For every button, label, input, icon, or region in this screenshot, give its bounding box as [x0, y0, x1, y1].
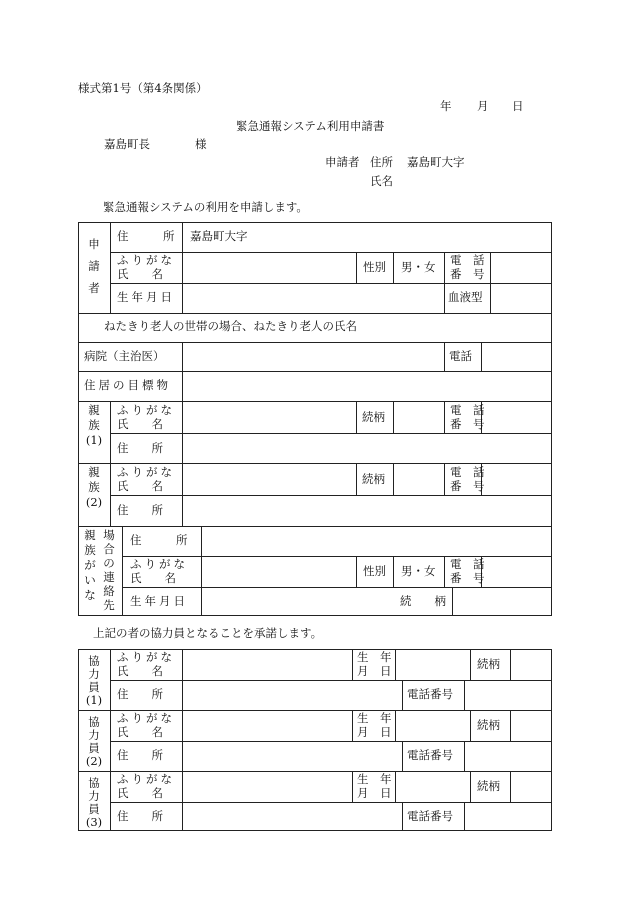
- relative2-name-label: 氏 名: [117, 479, 163, 493]
- relative2-relation-label: 続柄: [362, 472, 385, 486]
- cooperator1-address-label: 住 所: [117, 687, 163, 701]
- relative1-furigana-label: ふりがな: [117, 403, 175, 417]
- date-year-label: 年: [440, 99, 452, 113]
- no-relative-relation-label: 続 柄: [400, 594, 446, 608]
- no-relative-side-c2-6: 先: [103, 598, 115, 612]
- cooperator3-side-3: 員: [88, 802, 100, 816]
- applicant-name-label: 氏 名: [117, 267, 163, 281]
- no-relative-side-c1-4: い: [84, 573, 96, 587]
- relative2-side-1: 親: [88, 465, 100, 479]
- relative1-address-label: 住 所: [117, 441, 163, 455]
- applicant-gender-label: 性別: [363, 260, 386, 274]
- elderly-note: ねたきり老人の世帯の場合、ねたきり老人の氏名: [104, 319, 357, 333]
- applicant-dob-label: 生年月日: [117, 290, 175, 304]
- relative2-phone-label-2: 番 号: [450, 479, 485, 493]
- applicant-side-2: 請: [88, 259, 100, 273]
- cooperator2-dob-label-1: 生 年: [357, 711, 392, 725]
- document-title: 緊急通報システム利用申請書: [236, 119, 385, 133]
- no-relative-dob-label: 生年月日: [130, 594, 188, 608]
- date-month-label: 月: [477, 99, 489, 113]
- applicant-side-3: 者: [88, 281, 100, 295]
- no-relative-phone-label-1: 電 話: [450, 557, 485, 571]
- cooperator1-furigana-label: ふりがな: [117, 650, 175, 664]
- cooperator1-dob-label-2: 月 日: [357, 664, 392, 678]
- form-number: 様式第1号（第4条関係）: [78, 81, 208, 95]
- intro-text: 緊急通報システムの利用を申請します。: [103, 200, 308, 214]
- cooperator3-side-2: 力: [88, 789, 100, 803]
- relative1-side-1: 親: [88, 403, 100, 417]
- relative2-side-2: 族: [88, 480, 100, 494]
- applicant-address-value: 嘉島町大字: [190, 229, 248, 243]
- applicant-address-label: 住 所: [117, 229, 175, 243]
- cooperator3-dob-label-2: 月 日: [357, 786, 392, 800]
- applicant-side-1: 申: [88, 237, 100, 251]
- no-relative-gender-label: 性別: [363, 564, 386, 578]
- cooperator1-name-label: 氏 名: [117, 664, 163, 678]
- no-relative-phone-label-2: 番 号: [450, 571, 485, 585]
- cooperator2-address-label: 住 所: [117, 748, 163, 762]
- no-relative-side-c2-2: 合: [103, 542, 115, 556]
- cooperator2-furigana-label: ふりがな: [117, 711, 175, 725]
- cooperator2-dob-label-2: 月 日: [357, 725, 392, 739]
- no-relative-side-c2-5: 絡: [103, 584, 115, 598]
- cooperator1-phone-label: 電話番号: [407, 687, 453, 701]
- relative1-name-label: 氏 名: [117, 417, 163, 431]
- no-relative-side-c1-1: 親: [84, 528, 96, 542]
- applicant-blood-label: 血液型: [448, 290, 483, 304]
- relative1-side-2: 族: [88, 418, 100, 432]
- applicant-furigana-label: ふりがな: [117, 253, 175, 267]
- cooperator3-dob-label-1: 生 年: [357, 772, 392, 786]
- applicant-phone-label-2: 番 号: [450, 267, 485, 281]
- cooperator3-side-4: (3): [85, 815, 103, 829]
- relative2-address-label: 住 所: [117, 503, 163, 517]
- relative1-phone-label-1: 電 話: [450, 403, 485, 417]
- hospital-label: 病院（主治医）: [84, 349, 165, 363]
- cooperator2-phone-label: 電話番号: [407, 748, 453, 762]
- cooperator2-side-2: 力: [88, 728, 100, 742]
- cooperator2-name-label: 氏 名: [117, 725, 163, 739]
- landmark-label: 住居の目標物: [84, 378, 171, 392]
- applicant-gender-options: 男・女: [401, 260, 436, 274]
- cooperator3-furigana-label: ふりがな: [117, 772, 175, 786]
- no-relative-side-c2-3: の: [103, 556, 115, 570]
- relative2-side-3: (2): [85, 495, 103, 509]
- cooperator2-side-1: 協: [88, 715, 100, 729]
- no-relative-side-c1-5: な: [84, 588, 96, 602]
- no-relative-side-c2-1: 場: [103, 528, 115, 542]
- cooperator1-side-4: (1): [85, 693, 103, 707]
- no-relative-name-label: 氏 名: [130, 571, 176, 585]
- honorific: 様: [195, 137, 207, 151]
- cooperator3-address-label: 住 所: [117, 809, 163, 823]
- cooperator2-relation-label: 続柄: [477, 718, 500, 732]
- cooperator1-side-1: 協: [88, 654, 100, 668]
- cooperator3-name-label: 氏 名: [117, 786, 163, 800]
- relative2-furigana-label: ふりがな: [117, 465, 175, 479]
- relative1-side-3: (1): [85, 433, 103, 447]
- cooperator3-side-1: 協: [88, 776, 100, 790]
- cooperator3-relation-label: 続柄: [477, 779, 500, 793]
- cooperator3-phone-label: 電話番号: [407, 809, 453, 823]
- consent-text: 上記の者の協力員となることを承諾します。: [93, 626, 323, 640]
- cooperator1-side-2: 力: [88, 667, 100, 681]
- applicant-label: 申請者: [325, 155, 360, 169]
- date-day-label: 日: [512, 99, 524, 113]
- cooperator2-side-4: (2): [85, 754, 103, 768]
- addressee: 嘉島町長: [104, 137, 150, 151]
- no-relative-side-c1-3: が: [84, 558, 96, 572]
- no-relative-gender-options: 男・女: [401, 564, 436, 578]
- no-relative-address-label: 住 所: [130, 533, 188, 547]
- no-relative-side-c1-2: 族: [84, 543, 96, 557]
- applicant-phone-label-1: 電 話: [450, 253, 485, 267]
- applicant-address-label: 住所: [370, 155, 393, 169]
- applicant-name-label: 氏名: [370, 174, 393, 188]
- cooperator1-relation-label: 続柄: [477, 657, 500, 671]
- cooperator1-dob-label-1: 生 年: [357, 650, 392, 664]
- relative2-phone-label-1: 電 話: [450, 465, 485, 479]
- cooperator1-side-3: 員: [88, 680, 100, 694]
- applicant-address-value: 嘉島町大字: [407, 155, 465, 169]
- cooperator2-side-3: 員: [88, 741, 100, 755]
- no-relative-furigana-label: ふりがな: [130, 557, 188, 571]
- relative1-relation-label: 続柄: [362, 410, 385, 424]
- hospital-phone-label: 電話: [449, 349, 472, 363]
- no-relative-side-c2-4: 連: [103, 570, 115, 584]
- relative1-phone-label-2: 番 号: [450, 417, 485, 431]
